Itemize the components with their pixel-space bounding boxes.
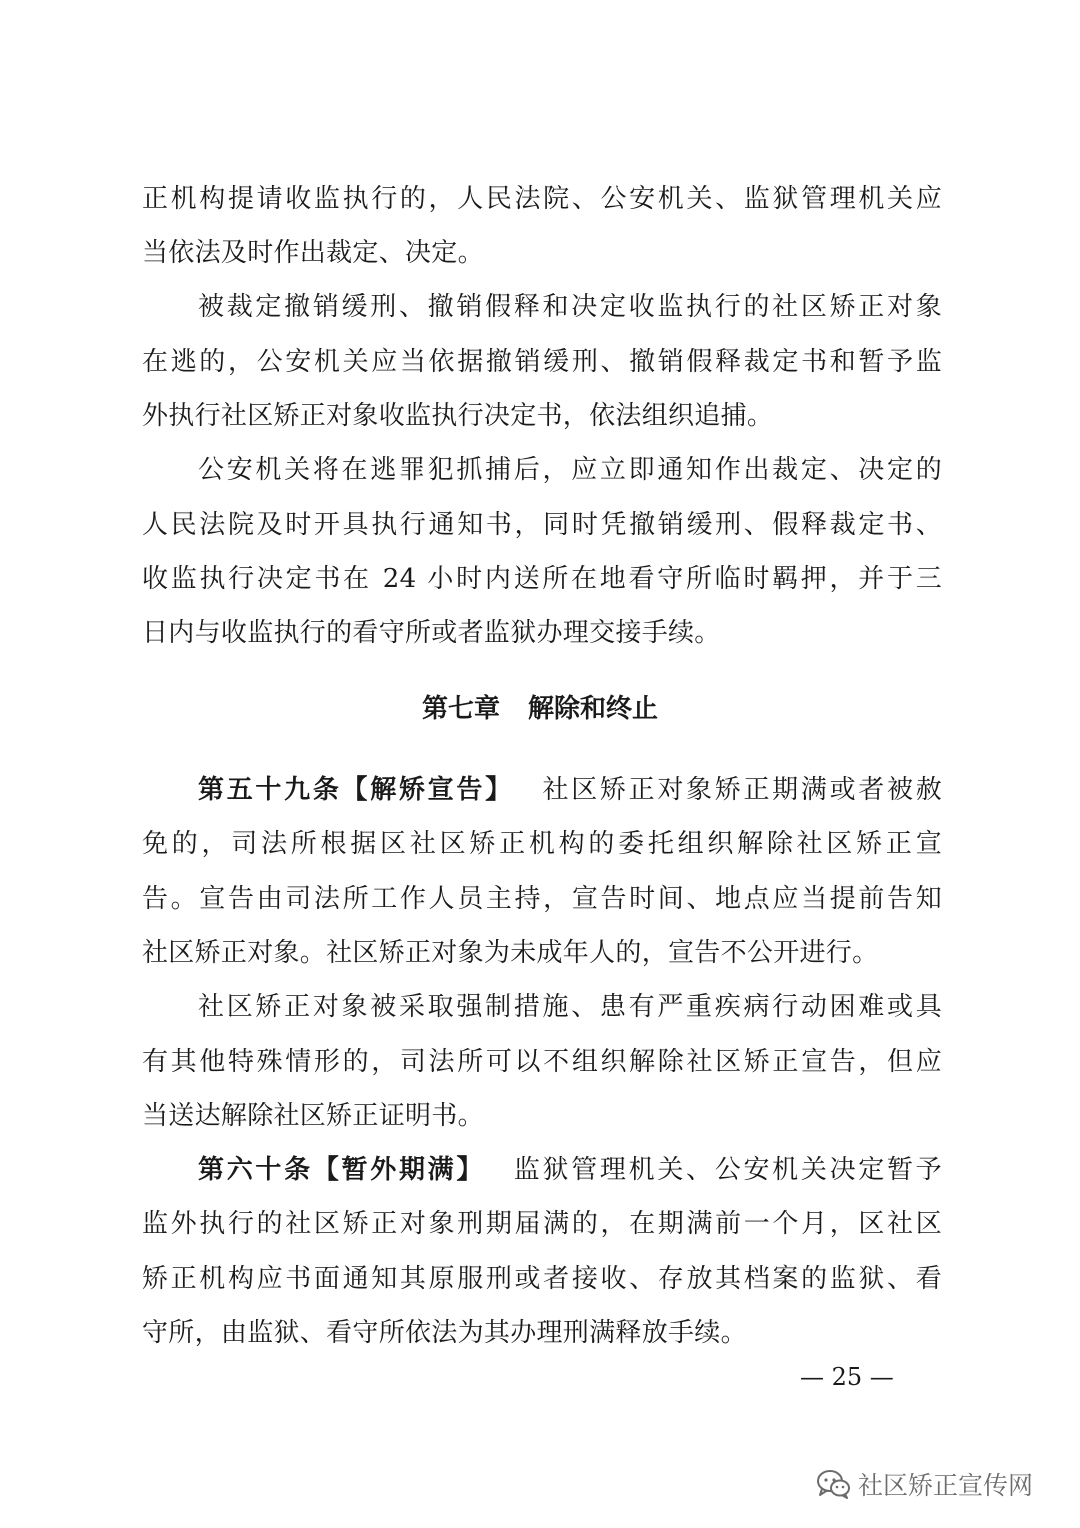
body-line: 当依法及时作出裁定、决定。 (142, 238, 484, 268)
paragraph-first-line: 被裁定撤销缓刑、撤销假释和决定收监执行的社区矫正对象 (198, 292, 942, 322)
body-line: 正机构提请收监执行的，人民法院、公安机关、监狱管理机关应 (142, 184, 942, 214)
article-60-first-line (142, 1157, 942, 1183)
wechat-icon (816, 1469, 852, 1499)
body-line: 当送达解除社区矫正证明书。 (142, 1101, 484, 1131)
paragraph-first-line: 公安机关将在逃罪犯抓捕后，应立即通知作出裁定、决定的 (198, 455, 942, 485)
body-line: 在逃的，公安机关应当依据撤销缓刑、撤销假释裁定书和暂予监 (142, 347, 942, 377)
body-line: 社区矫正对象。社区矫正对象为未成年人的，宣告不公开进行。 (142, 938, 879, 968)
body-line: 有其他特殊情形的，司法所可以不组织解除社区矫正宣告，但应 (142, 1047, 942, 1077)
article-60-heading: 第六十条【暂外期满】 (198, 1155, 486, 1185)
article-60-first-text: 监狱管理机关、公安机关决定暂予 (511, 1155, 942, 1185)
chapter-number: 第七章 (421, 694, 500, 724)
paragraph-first-line: 社区矫正对象被采取强制措施、患有严重疾病行动困难或具 (198, 992, 942, 1022)
body-line: 日内与收监执行的看守所或者监狱办理交接手续。 (142, 618, 721, 648)
body-line: 告。宣告由司法所工作人员主持，宣告时间、地点应当提前告知 (142, 884, 942, 914)
watermark-text: 社区矫正宣传网 (858, 1471, 1034, 1500)
body-line: 监外执行的社区矫正对象刑期届满的，在期满前一个月，区社区 (142, 1209, 942, 1239)
article-59-heading: 第五十九条【解矫宣告】 (198, 775, 514, 805)
body-line: 守所，由监狱、看守所依法为其办理刑满释放手续。 (142, 1318, 747, 1348)
body-line: 矫正机构应书面通知其原服刑或者接收、存放其档案的监狱、看 (142, 1264, 942, 1294)
watermark (816, 1466, 1033, 1502)
body-line: 外执行社区矫正对象收监执行决定书，依法组织追捕。 (142, 401, 774, 431)
article-59-first-text: 社区矫正对象矫正期满或者被赦 (540, 775, 942, 805)
chapter-heading (0, 696, 1080, 722)
body-line: 人民法院及时开具执行通知书，同时凭撤销缓刑、假释裁定书、 (142, 510, 942, 540)
body-line: 免的，司法所根据区社区矫正机构的委托组织解除社区矫正宣 (142, 829, 942, 859)
chapter-title: 解除和终止 (528, 694, 659, 724)
body-line: 收监执行决定书在 24 小时内送所在地看守所临时羁押，并于三 (142, 564, 942, 594)
article-59-first-line (142, 777, 942, 803)
page-number: — 25 — (800, 1363, 894, 1391)
